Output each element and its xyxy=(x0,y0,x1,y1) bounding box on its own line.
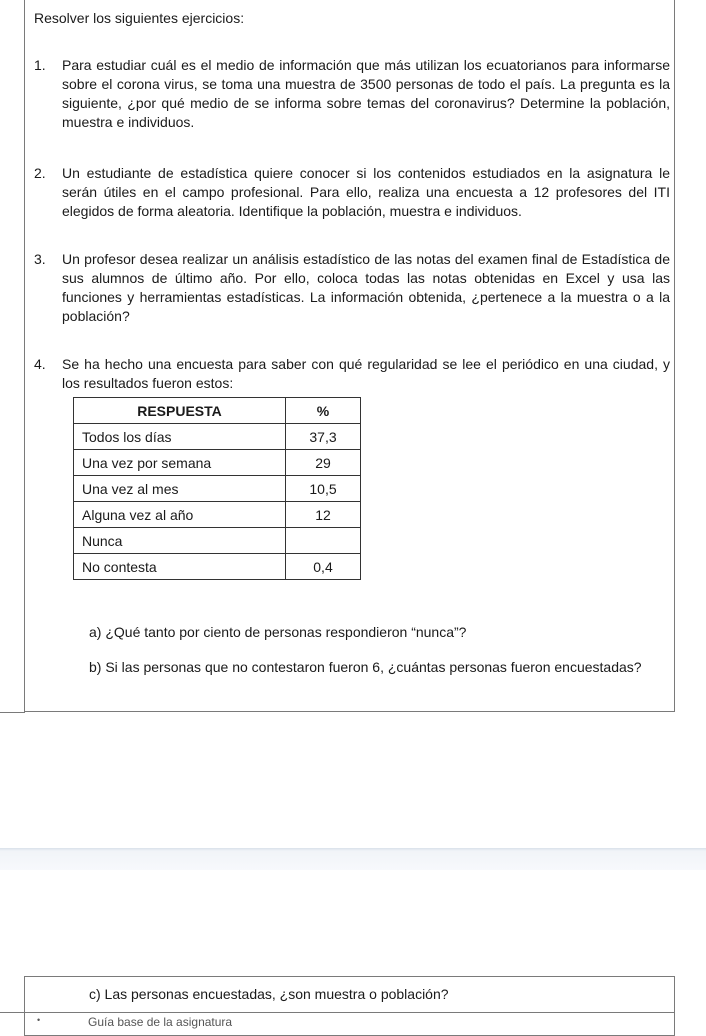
response-cell: Todos los días xyxy=(74,424,286,450)
response-cell: Una vez por semana xyxy=(74,450,286,476)
instructions: Resolver los siguientes ejercicios: xyxy=(34,10,245,26)
table-row xyxy=(74,502,361,528)
response-cell: Nunca xyxy=(74,528,286,554)
table-row xyxy=(74,554,361,580)
question-1 xyxy=(34,56,670,132)
response-cell: Alguna vez al año xyxy=(74,502,286,528)
subquestion-a: a) ¿Qué tanto por ciento de personas respondieron “nunca”? xyxy=(89,624,467,640)
footer-note: Guía base de la asignatura xyxy=(88,1015,233,1029)
table-row xyxy=(74,450,361,476)
table-row xyxy=(74,476,361,502)
question-4 xyxy=(34,355,670,393)
question-text: Un estudiante de estadística quiere conocer si los contenidos estudiados en la asignatura le serán útiles en el campo profesional. Para ello, realiza una encuesta a 12 profesores del ITI elegidos de forma aleatoria. Identifique la población, muestra e individuos. xyxy=(62,165,670,219)
percent-cell: 12 xyxy=(286,502,361,528)
question-text: Se ha hecho una encuesta para saber con qué regularidad se lee el periódico en una ciudad, y los resultados fueron estos: xyxy=(62,356,670,391)
response-cell: No contesta xyxy=(74,554,286,580)
page-break-band xyxy=(0,848,706,870)
header-percent: % xyxy=(286,398,361,424)
percent-cell: 29 xyxy=(286,450,361,476)
divider xyxy=(0,712,25,713)
percent-cell: 37,3 xyxy=(286,424,361,450)
divider xyxy=(0,1012,675,1013)
table-header-row xyxy=(74,398,361,424)
header-respuesta: RESPUESTA xyxy=(74,398,286,424)
response-cell: Una vez al mes xyxy=(74,476,286,502)
question-2 xyxy=(34,164,670,221)
percent-cell: 10,5 xyxy=(286,476,361,502)
question-number: 1. xyxy=(34,57,46,73)
question-3 xyxy=(34,250,670,326)
subquestion-c: c) Las personas encuestadas, ¿son muestra o población? xyxy=(89,986,449,1002)
bullet-icon: • xyxy=(37,1015,41,1025)
question-text: Para estudiar cuál es el medio de información que más utilizan los ecuatorianos para informarse sobre el corona virus, se toma una muestra de 3500 personas de todo el país. La pregunta es la siguiente, ¿por qué medio de se informa sobre temas del coronavirus? Determine la población, muestra e individuos. xyxy=(62,57,670,130)
question-number: 2. xyxy=(34,165,46,181)
question-text: Un profesor desea realizar un análisis estadístico de las notas del examen final de Estadística de sus alumnos de último año. Por ello, coloca todas las notas obtenidas en Excel y usa las funciones y herramientas estadísticas. La información obtenida, ¿pertenece a la muestra o a la población? xyxy=(62,251,670,324)
subquestion-b: b) Si las personas que no contestaron fueron 6, ¿cuántas personas fueron encuestadas? xyxy=(89,659,642,675)
table-row xyxy=(74,424,361,450)
question-number: 4. xyxy=(34,356,46,372)
question-number: 3. xyxy=(34,251,46,267)
percent-cell: 0,4 xyxy=(286,554,361,580)
response-table xyxy=(73,397,361,580)
percent-cell xyxy=(286,528,361,554)
table-row xyxy=(74,528,361,554)
